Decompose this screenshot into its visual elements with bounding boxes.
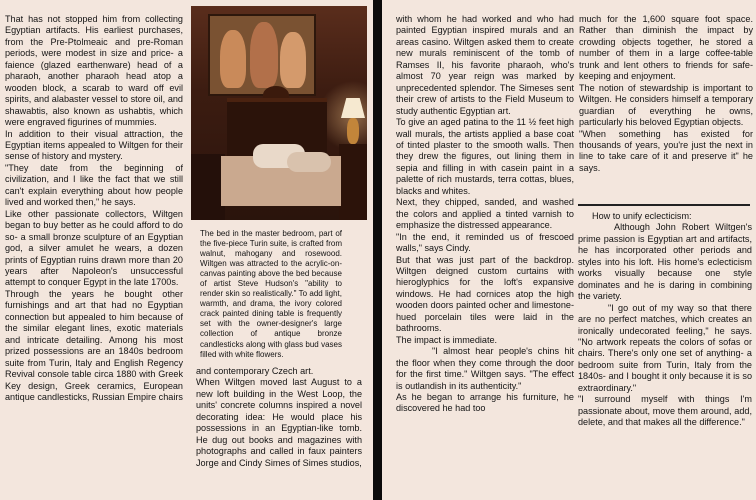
pillow: [287, 152, 331, 172]
sidebar-divider: [578, 204, 750, 206]
paragraph: The notion of stewardship is important to Wiltgen. He considers himself a temporary guardian of everything he owns, particularly his beloved Egyptian objects.: [579, 82, 753, 128]
lamp-base: [347, 118, 359, 144]
paragraph: Although John Robert Wiltgen's prime passion is Egyptian art and artifacts, he has incorporated other periods and styles into his loft. His home's eclecticism works visually because one style dominates and he is daring in combining the variety.: [578, 222, 752, 302]
paragraph: To give an aged patina to the 11 ½ feet high wall murals, the artists applied a base coat of tinted plaster to the smooth walls. Then they drew the figures, out lining them in sepia and filling in with casein paint in a palette of rich mustards, terra cottas, blues, blacks and whites.: [396, 117, 574, 196]
paragraph: The impact is immediate.: [396, 334, 498, 345]
sidebar-title: How to unify eclecticism:: [592, 211, 692, 221]
paragraph: "In the end, it reminded us of frescoed walls," says Cindy.: [396, 231, 574, 254]
bedroom-photo: [191, 6, 367, 220]
paragraph: with whom he had worked and who had painted Egyptian inspired murals and an areas casino. Wiltgen asked them to create new murals reminiscent of the tomb of Ramses II, his favorite pharaoh, who's almost 70 year reign was marked by unprecedented splendor. The Simeses sent their crew of artists to the Field Museum to study authentic Egyptian art.: [396, 14, 574, 116]
right-column-1: [396, 14, 574, 500]
paragraph: When Wiltgen moved last August to a new loft building in the West Loop, the units' concrete columns inspired a novel decorating idea: He would place his possessions in an Egyptian-like tomb. He dug out books and magazines with photographs and called in faux painters Jorge and Cindy Simes of Simes studios,: [196, 377, 362, 468]
left-column-1: [5, 14, 183, 500]
left-column-2: [196, 366, 362, 500]
bedside-table: [339, 144, 367, 220]
right-column-2: [579, 14, 753, 214]
paragraph: "I almost hear people's chins hit the floor when they come through the door for the first time." Wiltgen says. "The effect is outlandish in its authenticity.": [396, 346, 574, 391]
paragraph: "When something has existed for thousands of years, you're just the next in line to take care of it and preserve it" he says.: [579, 128, 753, 173]
paragraph: "They date from the beginning of civilization, and I like the fact that we still can't explain everything about how people lived and worked then," he says.: [5, 162, 183, 208]
paragraph: "I go out of my way so that there are no perfect matches, which creates an ironically undecorated feeling," he says. "No artwork repeats the colors of sofas or chairs. There's only one set of anything- a bedroom suite from Turin, Italy from the 1840s- and I bought it only because it is so extraordinary.": [578, 302, 752, 393]
page-gutter: [373, 0, 382, 500]
paragraph: "I surround myself with things I'm passionate about, move them around, add, delete, and that makes all the difference.": [578, 394, 752, 428]
paragraph: and contemporary Czech art.: [196, 366, 314, 376]
nightstand: [191, 154, 225, 220]
paragraph: much for the 1,600 square foot space. Rather than diminish the impact by crowding objects together, he stored a number of them in a large coffee-table trunk and lent others to friends for safe-keeping and enjoyment.: [579, 14, 753, 82]
sidebar-body: [578, 222, 752, 428]
paragraph: As he began to arrange his furniture, he discovered he had too: [396, 391, 574, 414]
paragraph: That has not stopped him from collecting Egyptian artifacts. His earliest purchases, from the Pre-Ptolmeaic and pre-Roman periods, were modest in size and price- a faience (glazed earthenware) head of a pharaoh, another pharaoh head atop a wooden block, a scarab to ward off evil spirits, and alabaster vessel to store oil, and shawabtis, also known as ushabtis, which were engraved figurines of mummies.: [5, 14, 183, 128]
right-page: [382, 0, 756, 500]
paragraph: Next, they chipped, sanded, and washed the colors and applied a tinted varnish to emphasize the distressed appearance.: [396, 197, 574, 231]
paragraph: In addition to their visual attraction, the Egyptian items appealed to Wiltgen for their sense of history and mystery.: [5, 128, 183, 162]
left-page: [0, 0, 373, 500]
paragraph: Like other passionate collectors, Wiltgen began to buy better as he could afford to do so- a small bronze sculpture of an Egyptian god, a silver amulet he wears, a dozen prints of Egyptian ruins drawn more than 20 years after Napoleon's unsuccessful attempt to conquer Egypt in the late 1700s.: [5, 208, 183, 288]
painting-above-bed: [208, 14, 316, 96]
paragraph: Through the years he bought other furnishings and art that had no Egyptian connection but appealed to him because of the similar elegant lines, exotic materials and intricate detailing. Among his most prized possessions are an 1840s bedroom suite from Turin, Italy and English Regency Revival console table circa 1880 with Greek Key design, Greek ceramics, European antique candlesticks, Russian Empire chairs: [5, 288, 183, 402]
paragraph: But that was just part of the backdrop. Wiltgen deigned custom curtains with hieroglyphics for the loft's expansive windows. He had cornices atop the high wooden doors painted ocher and limestone-hued porcelain tiles were laid in the bathrooms.: [396, 254, 574, 334]
photo-caption: The bed in the master bedroom, part of the five-piece Turin suite, is crafted from walnut, mahogany and rosewood. Wiltgen was attracted to the acrylic-on-canvas painting above the bed because of artist Steve Hudson's "ability to render skin so realistically." To add light, warmth, and drama, the ivory colored crack painted dining table is frequently set with the owner-designer's large collection of antique bronze candlesticks along with glass bud vases filled with white flowers.: [200, 229, 342, 359]
sidebar-box: [578, 201, 752, 500]
